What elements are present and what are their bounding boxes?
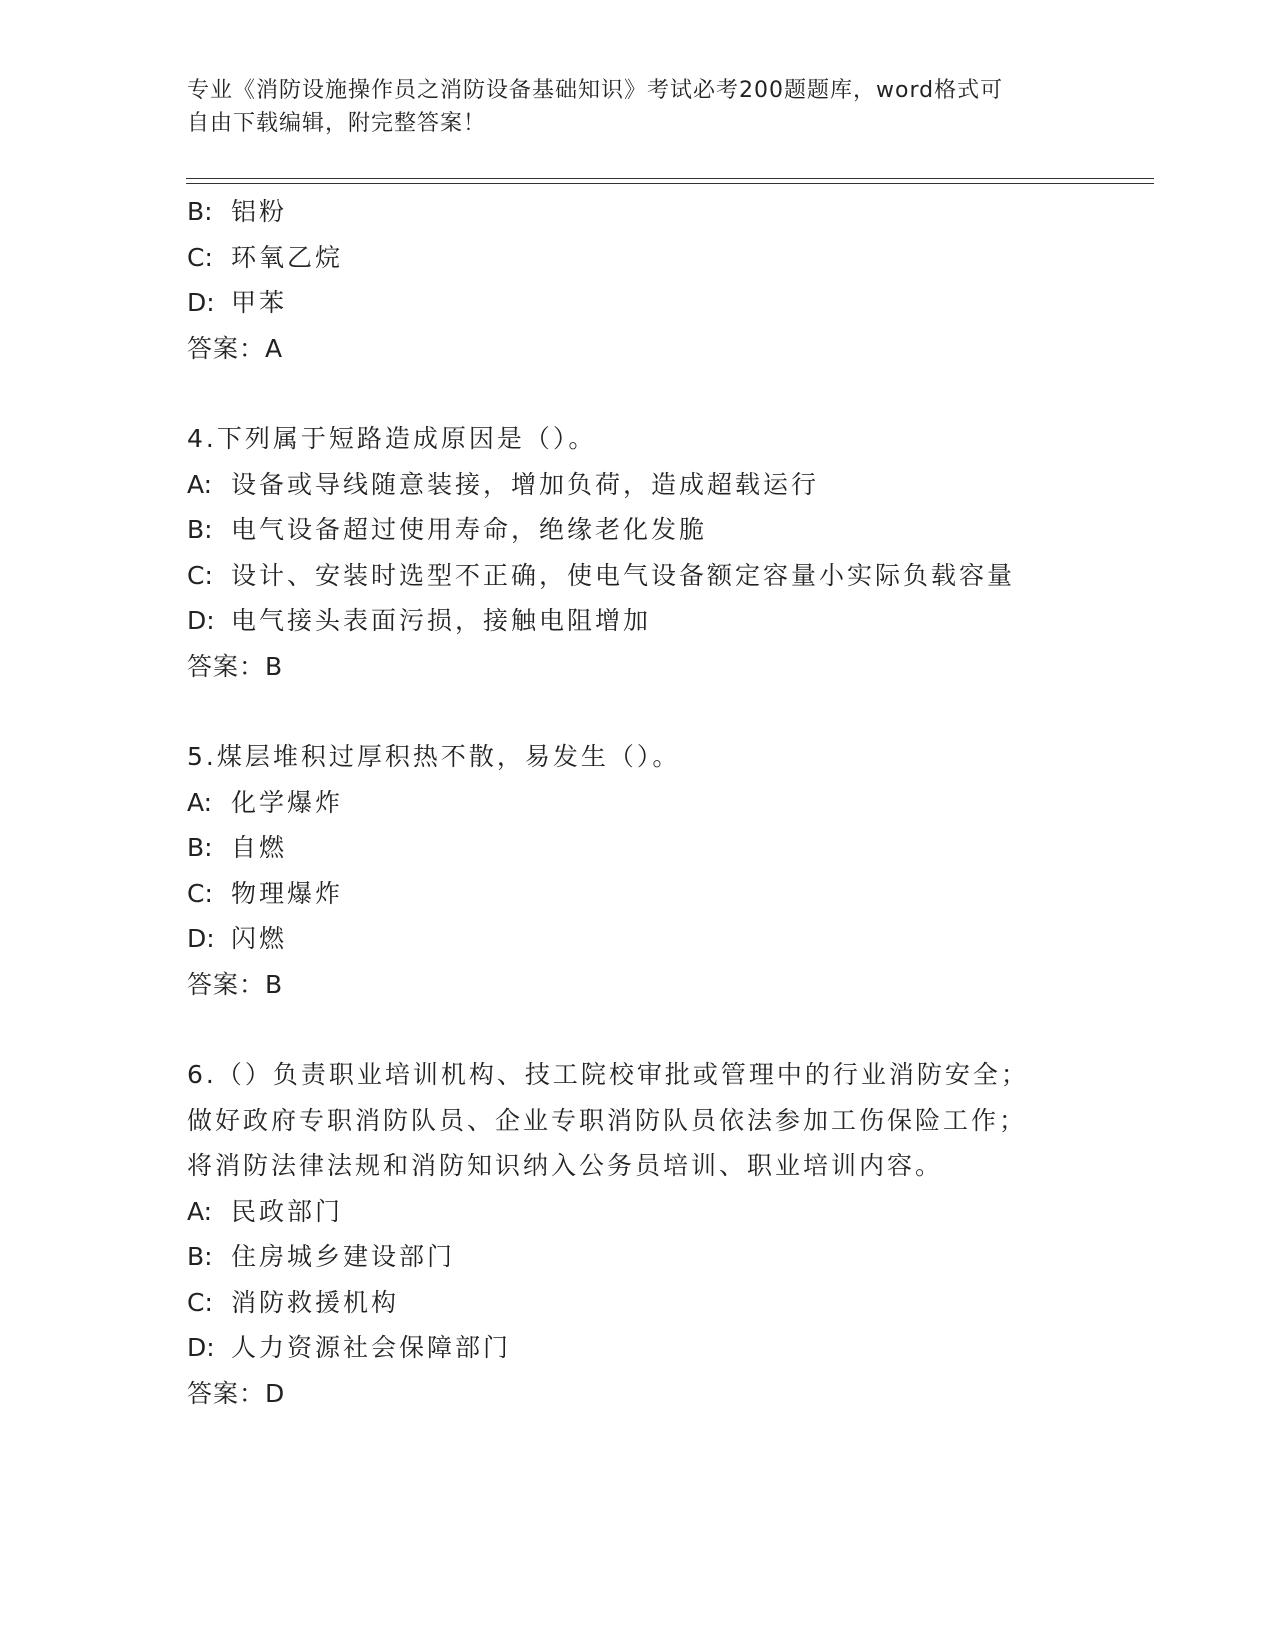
option-d <box>187 1325 1147 1371</box>
option-text: 电气设备超过使用寿命，绝缘老化发脆 <box>231 515 708 544</box>
option-key: C: <box>187 560 213 590</box>
option-c <box>187 235 1147 281</box>
option-text: 住房城乡建设部门 <box>231 1242 456 1271</box>
option-text: 设备或导线随意装接，增加负荷，造成超载运行 <box>231 469 820 499</box>
option-b <box>187 189 1147 235</box>
option-key: B: <box>187 197 213 226</box>
option-d <box>187 280 1147 326</box>
question-stem-line-1: 6.（）负责职业培训机构、技工院校审批或管理中的行业消防安全； <box>187 1060 1029 1089</box>
answer-line: 答案：D <box>187 1378 286 1408</box>
option-text: 自燃 <box>231 833 288 862</box>
option-text: 设计、安装时选型不正确，使电气设备额定容量小实际负载容量 <box>231 560 1016 590</box>
option-key: C: <box>187 242 213 272</box>
question-4 <box>187 416 1147 689</box>
option-key: B: <box>187 1242 213 1271</box>
option-key: B: <box>187 515 213 544</box>
question-5 <box>187 734 1147 1007</box>
option-text: 民政部门 <box>231 1196 344 1226</box>
option-key: D: <box>187 606 215 635</box>
option-text: 电气接头表面污损，接触电阻增加 <box>231 606 652 635</box>
question-spacer <box>187 1007 1147 1052</box>
option-text: 物理爆炸 <box>231 878 344 908</box>
header-divider-bottom <box>186 183 1154 184</box>
option-text: 铝粉 <box>231 197 288 226</box>
option-b <box>187 1234 1147 1280</box>
option-key: D: <box>187 288 215 317</box>
option-c <box>187 553 1147 599</box>
option-key: C: <box>187 1287 213 1317</box>
option-text: 人力资源社会保障部门 <box>231 1333 512 1362</box>
option-b <box>187 825 1147 871</box>
question-stem: 5.煤层堆积过厚积热不散，易发生（）。 <box>187 742 681 771</box>
question-stem: 4.下列属于短路造成原因是（）。 <box>187 424 597 453</box>
option-text: 化学爆炸 <box>231 787 344 817</box>
header-line-2: 自由下载编辑，附完整答案！ <box>187 111 487 136</box>
option-c <box>187 1280 1147 1326</box>
option-text: 消防救援机构 <box>231 1287 400 1317</box>
option-c <box>187 871 1147 917</box>
option-key: C: <box>187 878 213 908</box>
option-d <box>187 598 1147 644</box>
answer-line: 答案：A <box>187 333 284 363</box>
question-6 <box>187 1052 1147 1416</box>
question-3-tail <box>187 189 1147 371</box>
answer-line: 答案：B <box>187 651 284 681</box>
option-text: 甲苯 <box>231 288 288 317</box>
option-d <box>187 916 1147 962</box>
question-content <box>187 189 1147 1416</box>
option-a <box>187 780 1147 826</box>
document-header <box>187 74 1087 140</box>
question-spacer <box>187 689 1147 734</box>
option-key: A: <box>187 1196 213 1226</box>
option-text: 环氧乙烷 <box>231 242 344 272</box>
option-b <box>187 507 1147 553</box>
option-text: 闪燃 <box>231 924 288 953</box>
answer-line: 答案：B <box>187 969 284 999</box>
option-key: D: <box>187 1333 215 1362</box>
option-key: D: <box>187 924 215 953</box>
option-key: A: <box>187 787 213 817</box>
option-key: B: <box>187 833 213 862</box>
header-line-1: 专业《消防设施操作员之消防设备基础知识》考试必考200题题库，word格式可 <box>187 78 1004 103</box>
option-a <box>187 1189 1147 1235</box>
question-spacer <box>187 371 1147 416</box>
question-stem-line-3: 将消防法律法规和消防知识纳入公务员培训、职业培训内容。 <box>187 1151 944 1180</box>
option-key: A: <box>187 469 213 499</box>
header-divider-top <box>186 178 1154 179</box>
option-a <box>187 462 1147 508</box>
question-stem-line-2: 做好政府专职消防队员、企业专职消防队员依法参加工伤保险工作； <box>187 1105 1028 1135</box>
